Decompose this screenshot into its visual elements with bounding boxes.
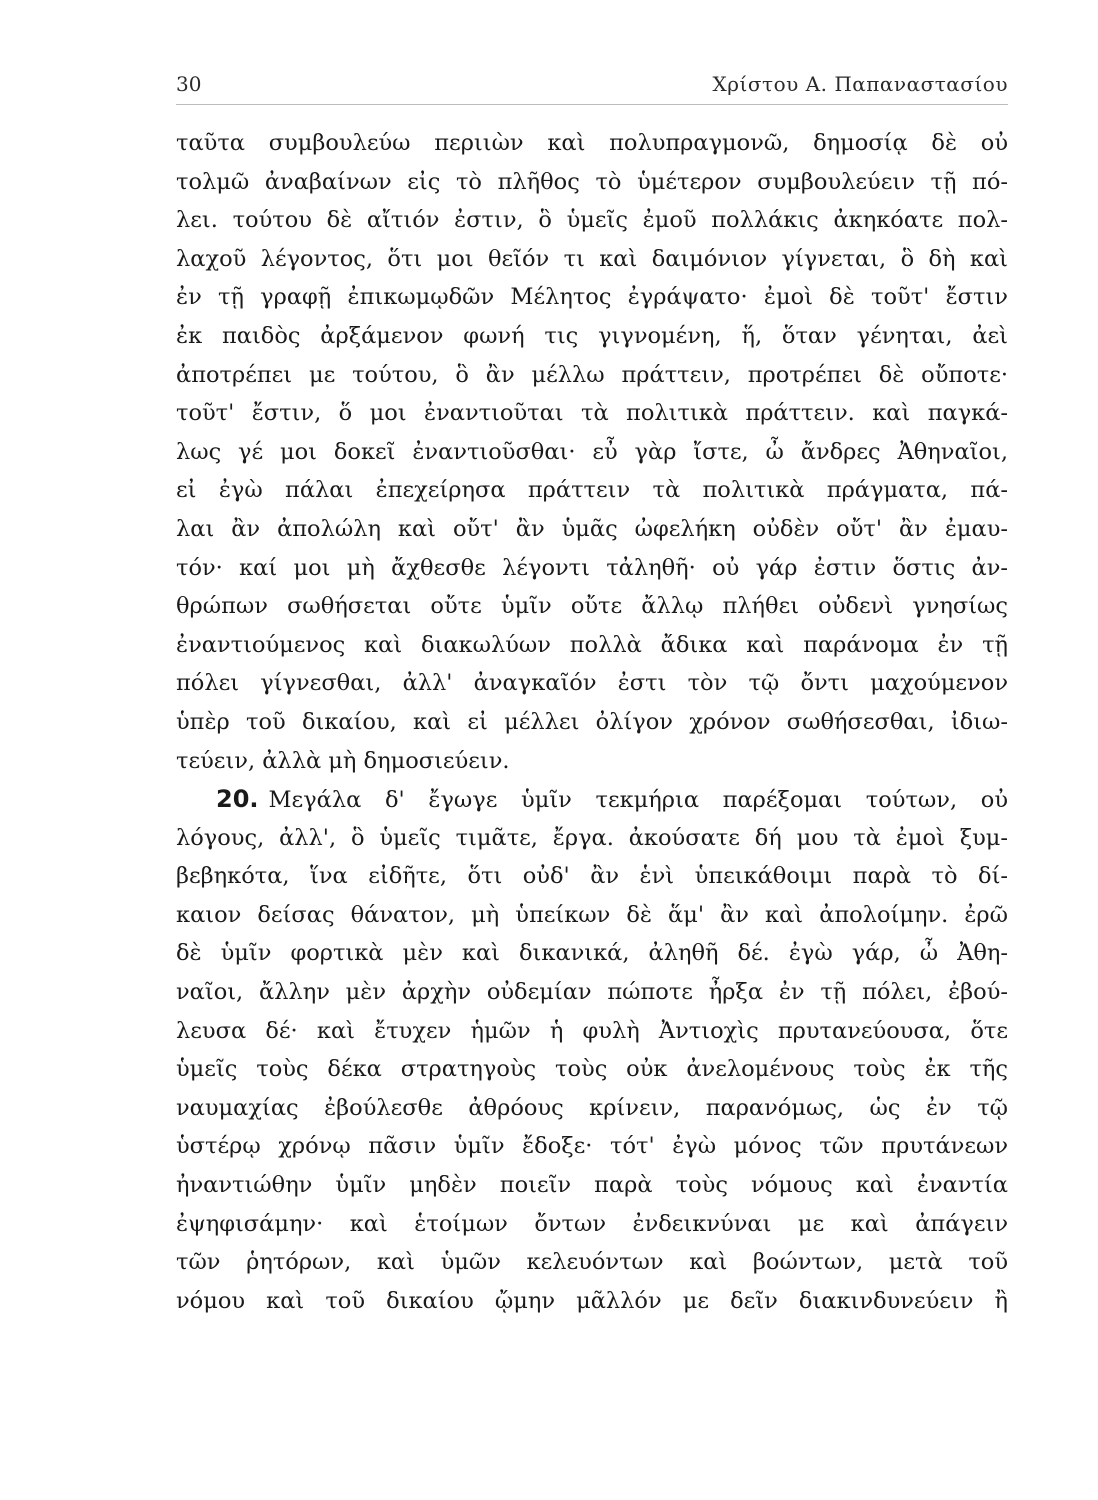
text-line: τῶν ῥητόρων, καὶ ὑμῶν κελευόντων καὶ βοώντων, μετὰ τοῦ xyxy=(176,1249,1008,1276)
text-line: λόγους, ἀλλ', ὃ ὑμεῖς τιμᾶτε, ἔργα. ἀκούσατε δή μου τὰ ἐμοὶ ξυμ- xyxy=(176,824,1008,851)
text-line: ναῖοι, ἄλλην μὲν ἀρχὴν οὐδεμίαν πώποτε ἦρξα ἐν τῇ πόλει, ἐβού- xyxy=(176,979,1008,1006)
text-line: λαχοῦ λέγοντος, ὅτι μοι θεῖόν τι καὶ δαιμόνιον γίγνεται, ὃ δὴ καὶ xyxy=(176,245,1008,272)
text-line: ἠναντιώθην ὑμῖν μηδὲν ποιεῖν παρὰ τοὺς νόμους καὶ ἐναντία xyxy=(176,1172,1008,1199)
running-head xyxy=(176,72,1008,105)
body-text xyxy=(176,124,1008,1320)
text-line: ἐψηφισάμην· καὶ ἑτοίμων ὄντων ἐνδεικνύναι με καὶ ἀπάγειν xyxy=(176,1210,1008,1237)
text-line: βεβηκότα, ἵνα εἰδῆτε, ὅτι οὐδ' ἂν ἑνὶ ὑπεικάθοιμι παρὰ τὸ δί- xyxy=(176,863,1008,890)
text-line: νόμου καὶ τοῦ δικαίου ᾤμην μᾶλλόν με δεῖν διακινδυνεύειν ἢ xyxy=(176,1287,1008,1314)
text-line: δὲ ὑμῖν φορτικὰ μὲν καὶ δικανικά, ἀληθῆ δέ. ἐγὼ γάρ, ὦ Ἀθη- xyxy=(176,940,1008,967)
text-line: καιον δείσας θάνατον, μὴ ὑπείκων δὲ ἅμ' ἂν καὶ ἀπολοίμην. ἐρῶ xyxy=(176,901,1008,928)
page-number: 30 xyxy=(176,72,202,96)
text-line: θρώπων σωθήσεται οὔτε ὑμῖν οὔτε ἄλλῳ πλήθει οὐδενὶ γνησίως xyxy=(176,593,1008,620)
section-first-line xyxy=(176,780,1008,819)
text-line: ὑμεῖς τοὺς δέκα στρατηγοὺς τοὺς οὐκ ἀνελομένους τοὺς ἐκ τῆς xyxy=(176,1056,1008,1083)
text-line: τεύειν, ἀλλὰ μὴ δημοσιεύειν. xyxy=(176,747,510,774)
text-line: ναυμαχίας ἐβούλεσθε ἀθρόους κρίνειν, παρανόμως, ὡς ἐν τῷ xyxy=(176,1094,1008,1121)
text-line: λως γέ μοι δοκεῖ ἐναντιοῦσθαι· εὖ γὰρ ἴστε, ὦ ἄνδρες Ἀθηναῖοι, xyxy=(176,438,1008,465)
text-line: λει. τούτου δὲ αἴτιόν ἐστιν, ὃ ὑμεῖς ἐμοῦ πολλάκις ἀκηκόατε πολ- xyxy=(176,207,1008,234)
text-line: ἐναντιούμενος καὶ διακωλύων πολλὰ ἄδικα καὶ παράνομα ἐν τῇ xyxy=(176,631,1008,658)
text-line: ἐν τῇ γραφῇ ἐπικωμῳδῶν Μέλητος ἐγράψατο· ἐμοὶ δὲ τοῦτ' ἔστιν xyxy=(176,284,1008,311)
text-line: ἀποτρέπει με τούτου, ὃ ἂν μέλλω πράττειν, προτρέπει δὲ οὔποτε· xyxy=(176,361,1008,388)
text-line: τόν· καί μοι μὴ ἄχθεσθε λέγοντι τἀληθῆ· οὐ γάρ ἐστιν ὅστις ἀν- xyxy=(176,554,1008,581)
section-number: 20. xyxy=(216,785,259,814)
text-line: ταῦτα συμβουλεύω περιιὼν καὶ πολυπραγμονῶ, δημοσίᾳ δὲ οὐ xyxy=(176,130,1008,156)
running-title: Χρίστου Α. Παπαναστασίου xyxy=(712,72,1008,96)
text-line: λαι ἂν ἀπολώλη καὶ οὔτ' ἂν ὑμᾶς ὠφελήκη οὐδὲν οὔτ' ἂν ἐμαυ- xyxy=(176,515,1008,542)
text-line: λευσα δέ· καὶ ἔτυχεν ἡμῶν ἡ φυλὴ Ἀντιοχὶς πρυτανεύουσα, ὅτε xyxy=(176,1017,1008,1044)
text-line: πόλει γίγνεσθαι, ἀλλ' ἀναγκαῖόν ἐστι τὸν τῷ ὄντι μαχούμενον xyxy=(176,670,1008,697)
text-line: ὑπὲρ τοῦ δικαίου, καὶ εἰ μέλλει ὀλίγον χρόνον σωθήσεσθαι, ἰδιω- xyxy=(176,708,1008,735)
text-line: εἰ ἐγὼ πάλαι ἐπεχείρησα πράττειν τὰ πολιτικὰ πράγματα, πά- xyxy=(176,477,1008,504)
text-line: ἐκ παιδὸς ἀρξάμενον φωνή τις γιγνομένη, ἥ, ὅταν γένηται, ἀεὶ xyxy=(176,322,1008,349)
text-line: ὑστέρῳ χρόνῳ πᾶσιν ὑμῖν ἔδοξε· τότ' ἐγὼ μόνος τῶν πρυτάνεων xyxy=(176,1133,1008,1160)
text-line: τολμῶ ἀναβαίνων εἰς τὸ πλῆθος τὸ ὑμέτερον συμβουλεύειν τῇ πό- xyxy=(176,168,1008,195)
section-line-text: Μεγάλα δ' ἔγωγε ὑμῖν τεκμήρια παρέξομαι τούτων, οὐ xyxy=(268,787,1008,814)
text-line: τοῦτ' ἔστιν, ὅ μοι ἐναντιοῦται τὰ πολιτικὰ πράττειν. καὶ παγκά- xyxy=(176,400,1008,427)
